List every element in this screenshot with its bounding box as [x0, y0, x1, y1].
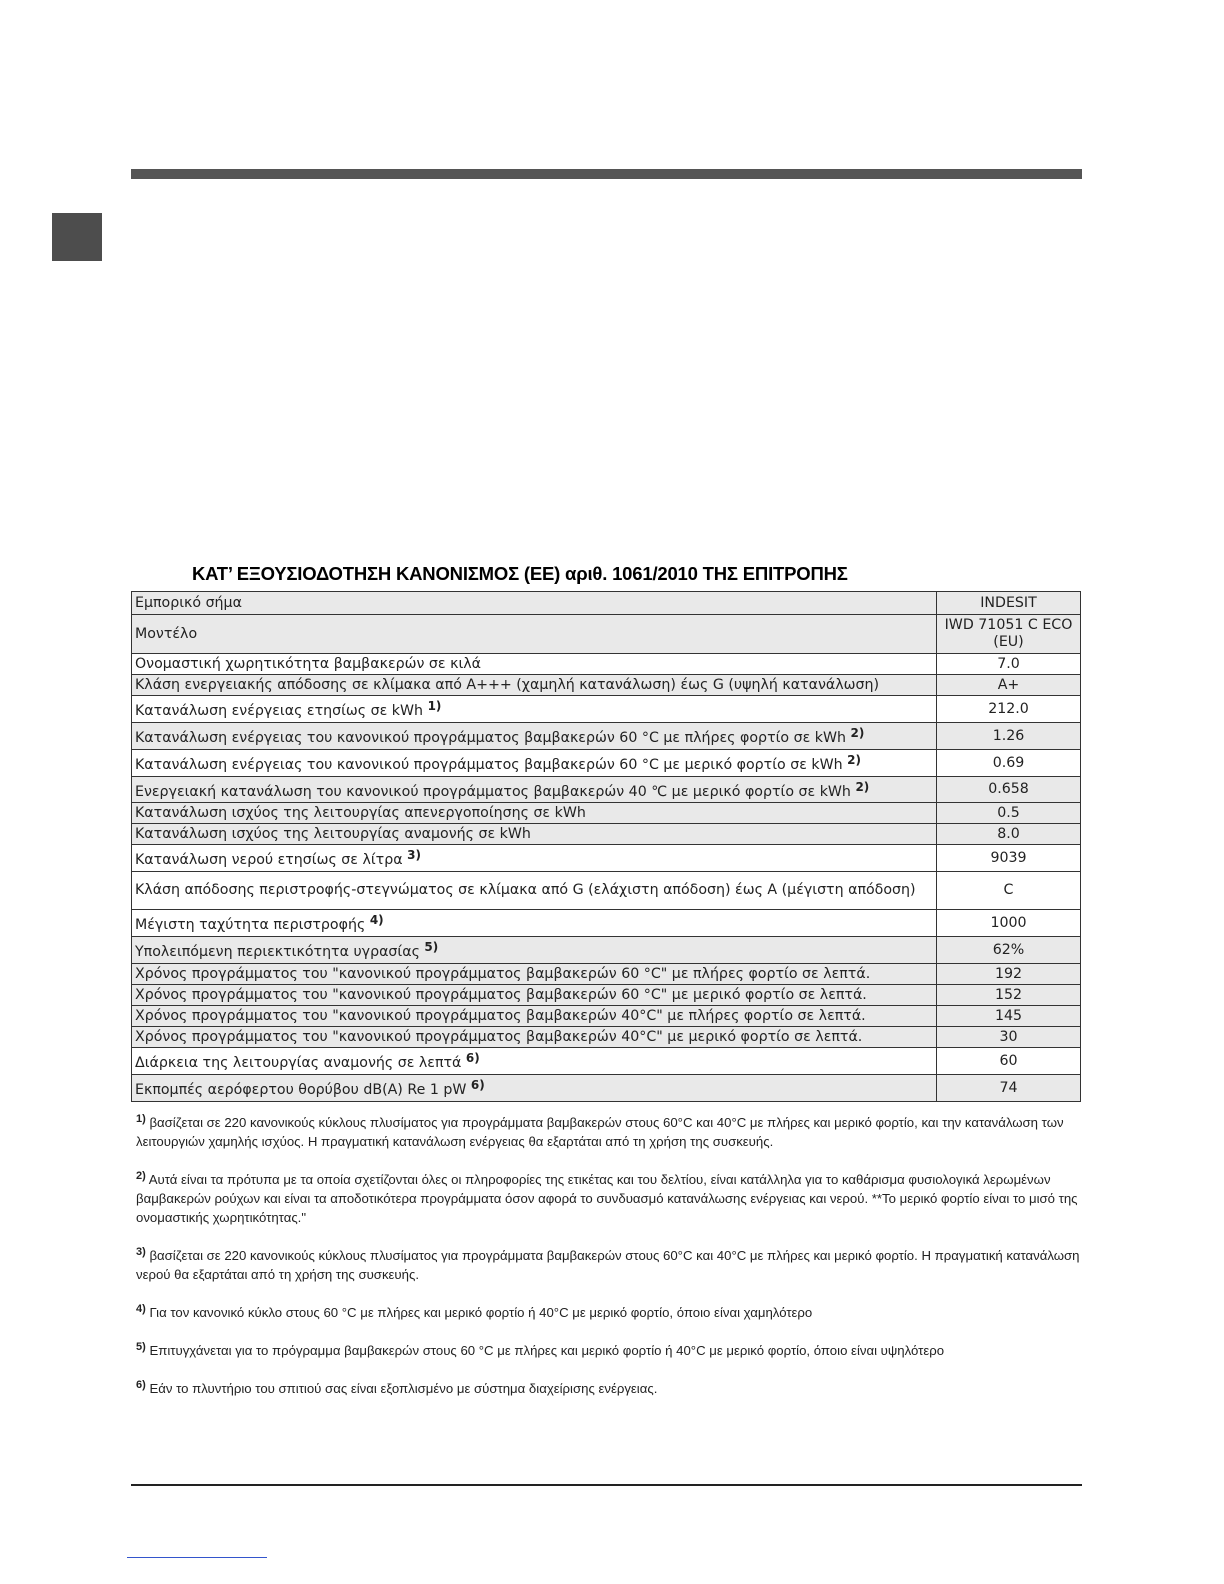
footer-link-underline — [127, 1557, 267, 1558]
footnote-text: Αυτά είναι τα πρότυπα με τα οποία σχετίζονται όλες οι πληροφορίες της ετικέτας και του δελτίου, είναι κατάλληλα για το καθάρισμα φυσιολογικά λερωμένων βαμβακερών ρούχων και είναι τα αποδοτικότερα προγράμματα όσον αφορά το συνδυασμό κατανάλωσης ενέργειας και νερού. **Το μερικό φορτίο είναι το μισό της ονομαστικής χωρητικότητας." — [136, 1172, 1078, 1225]
param-label: Κατανάλωση ισχύος της λειτουργίας αναμονής σε kWh — [132, 824, 937, 845]
param-value: 30 — [937, 1027, 1081, 1048]
footnote-text: Για τον κανονικό κύκλο στους 60 °C με πλήρες και μερικό φορτίο ή 40°C με μερικό φορτίο, όποιο είναι χαμηλότερο — [149, 1305, 813, 1320]
footnote-ref: 2) — [847, 753, 861, 767]
param-label: Κλάση ενεργειακής απόδοσης σε κλίμακα από A+++ (χαμηλή κατανάλωση) έως G (υψηλή κατανάλωση) — [132, 675, 937, 696]
table-row — [132, 654, 1081, 675]
param-label: Κατανάλωση ενέργειας του κανονικού προγράμματος βαμβακερών 60 °C με μερικό φορτίο σε kWh $^{2)}$ — [132, 750, 937, 777]
param-value: 62% — [937, 937, 1081, 964]
param-value: 74 — [937, 1075, 1081, 1102]
table-row — [132, 723, 1081, 750]
table-row — [132, 824, 1081, 845]
footnote-mark: 6) — [136, 1379, 146, 1391]
param-label: Κατανάλωση νερού ετησίως σε λίτρα $^{3)}$ — [132, 845, 937, 872]
table-row — [132, 750, 1081, 777]
footnote-text: Επιτυγχάνεται για το πρόγραμμα βαμβακερών στους 60 °C με πλήρες και μερικό φορτίο ή 40°C με μερικό φορτίο, όποιο είναι υψηλότερο — [149, 1343, 945, 1358]
footnote-mark: 2) — [136, 1170, 146, 1182]
footnote — [136, 1110, 1086, 1151]
param-label: Υπολειπόμενη περιεκτικότητα υγρασίας $^{5)}$ — [132, 937, 937, 964]
regulation-title: ΚΑΤ’ ΕΞΟΥΣΙΟΔΟΤΗΣΗ ΚΑΝΟΝΙΣΜΟΣ (ΕΕ) αριθ. 1061/2010 ΤΗΣ ΕΠΙΤΡΟΠΗΣ — [192, 563, 848, 584]
footnotes — [136, 1110, 1086, 1398]
param-label: Χρόνος προγράμματος του "κανονικού προγράμματος βαμβακερών 40°C" με μερικό φορτίο σε λεπτά. — [132, 1027, 937, 1048]
footnote-text: Εάν το πλυντήριο του σπιτιού σας είναι εξοπλισμένο με σύστημα διαχείρισης ενέργειας. — [149, 1381, 658, 1396]
footnote-ref: 6) — [470, 1078, 485, 1092]
table-row — [132, 592, 1081, 615]
param-value: C — [937, 872, 1081, 910]
param-value: 0.5 — [937, 803, 1081, 824]
param-value: INDESIT — [937, 592, 1081, 615]
param-value: 152 — [937, 985, 1081, 1006]
table-row — [132, 675, 1081, 696]
param-label: Διάρκεια της λειτουργίας αναμονής σε λεπτά $^{6)}$ — [132, 1048, 937, 1075]
table-row — [132, 777, 1081, 803]
footnote-ref: 6) — [465, 1051, 480, 1065]
param-label: Ενεργειακή κατανάλωση του κανονικού προγράμματος βαμβακερών 40 ℃ με μερικό φορτίο σε kWh $^{2)}$ — [132, 777, 937, 803]
param-value: 145 — [937, 1006, 1081, 1027]
table-row — [132, 615, 1081, 654]
table-row — [132, 845, 1081, 872]
param-value: 1000 — [937, 910, 1081, 937]
footer-rule — [131, 1484, 1082, 1486]
footnote — [136, 1300, 1086, 1322]
param-value: 0.69 — [937, 750, 1081, 777]
table-row — [132, 696, 1081, 723]
table-row — [132, 1075, 1081, 1102]
footnote — [136, 1338, 1086, 1360]
section-marker — [52, 213, 102, 261]
param-label: Κατανάλωση ενέργειας ετησίως σε kWh $^{1)}$ — [132, 696, 937, 723]
table-row — [132, 1048, 1081, 1075]
table-row — [132, 872, 1081, 910]
product-fiche-table — [131, 591, 1081, 1102]
param-value: 7.0 — [937, 654, 1081, 675]
param-label: Χρόνος προγράμματος του "κανονικού προγράμματος βαμβακερών 40°C" με πλήρες φορτίο σε λεπτά. — [132, 1006, 937, 1027]
param-label: Εμπορικό σήμα — [132, 592, 937, 615]
table-row — [132, 803, 1081, 824]
footnote-ref: 3) — [407, 848, 421, 862]
param-value: 9039 — [937, 845, 1081, 872]
header-rule — [131, 169, 1082, 179]
param-label: Μοντέλο — [132, 615, 937, 654]
table-row — [132, 985, 1081, 1006]
param-label: Κατανάλωση ισχύος της λειτουργίας απενεργοποίησης σε kWh — [132, 803, 937, 824]
footnote-ref: 2) — [850, 726, 865, 740]
table-row — [132, 937, 1081, 964]
param-label: Χρόνος προγράμματος του "κανονικού προγράμματος βαμβακερών 60 °C" με πλήρες φορτίο σε λεπτά. — [132, 964, 937, 985]
param-value: 60 — [937, 1048, 1081, 1075]
footnote-mark: 3) — [136, 1246, 146, 1258]
footnote-ref: 1) — [427, 699, 442, 713]
param-label: Εκπομπές αερόφερτου θορύβου dB(A) Re 1 pW $^{6)}$ — [132, 1075, 937, 1102]
footnote-mark: 1) — [136, 1113, 146, 1125]
footnote — [136, 1167, 1086, 1227]
footnote-ref: 4) — [369, 913, 384, 927]
table-row — [132, 1027, 1081, 1048]
footnote-mark: 4) — [136, 1303, 146, 1315]
footnote-mark: 5) — [136, 1341, 146, 1353]
param-value: 1.26 — [937, 723, 1081, 750]
footnote-ref: 2) — [855, 779, 870, 794]
footnote — [136, 1376, 1086, 1398]
param-label: Ονομαστική χωρητικότητα βαμβακερών σε κιλά — [132, 654, 937, 675]
param-value: 212.0 — [937, 696, 1081, 723]
table-row — [132, 1006, 1081, 1027]
footnote-ref: 5) — [424, 940, 439, 954]
param-label: Κατανάλωση ενέργειας του κανονικού προγράμματος βαμβακερών 60 °C με πλήρες φορτίο σε kWh $^{2)}$ — [132, 723, 937, 750]
param-label: Χρόνος προγράμματος του "κανονικού προγράμματος βαμβακερών 60 °C" με μερικό φορτίο σε λεπτά. — [132, 985, 937, 1006]
table-row — [132, 964, 1081, 985]
param-value: 0.658 — [937, 777, 1081, 803]
table-row — [132, 910, 1081, 937]
footnote-text: βασίζεται σε 220 κανονικούς κύκλους πλυσίματος για προγράμματα βαμβακερών στους 60°C και 40°C με πλήρες και μερικό φορτίο. Η πραγματική κατανάλωση νερού θα εξαρτάται από τη χρήση της συσκευής. — [136, 1248, 1080, 1282]
param-value: IWD 71051 C ECO (EU) — [937, 615, 1081, 654]
param-value: 192 — [937, 964, 1081, 985]
param-label: Μέγιστη ταχύτητα περιστροφής $^{4)}$ — [132, 910, 937, 937]
footnote — [136, 1243, 1086, 1284]
param-value: A+ — [937, 675, 1081, 696]
param-value: 8.0 — [937, 824, 1081, 845]
footnote-text: βασίζεται σε 220 κανονικούς κύκλους πλυσίματος για προγράμματα βαμβακερών στους 60°C και 40°C με πλήρες και μερικό φορτίο, και την κατανάλωση των λειτουργιών χαμηλής ισχύος. Η πραγματική κατανάλωση ενέργειας θα εξαρτάται από τη χρήση της συσκευής. — [136, 1115, 1064, 1149]
param-label: Κλάση απόδοσης περιστροφής-στεγνώματος σε κλίμακα από G (ελάχιστη απόδοση) έως A (μέγιστη απόδοση) — [132, 872, 937, 910]
